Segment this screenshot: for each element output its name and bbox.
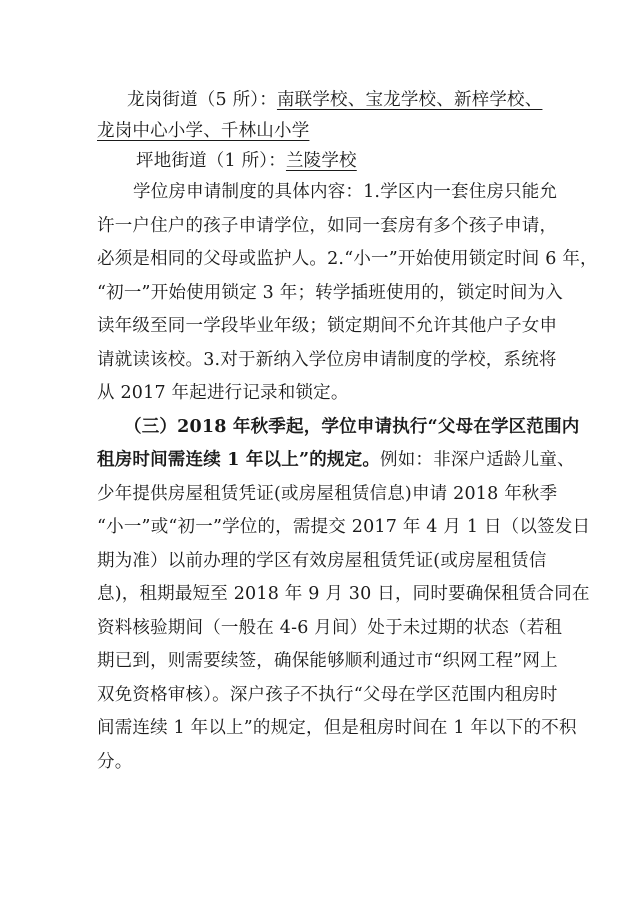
pingdi-schools-list: 兰陵学校 — [285, 151, 357, 171]
rental-line-7: 资料核验期间（一般在 4-6 月间）处于未过期的状态（若租 — [97, 618, 563, 638]
policy-line-2: 许一户住户的孩子申请学位，如同一套房有多个孩子申请， — [97, 216, 558, 236]
policy-line-6: 请就读该校。3.对于新纳入学位房申请制度的学校，系统将 — [97, 350, 557, 370]
longgang-schools-list-1: 南联学校、宝龙学校、新梓学校、 — [276, 90, 543, 110]
policy-line-7: 从 2017 年起进行记录和锁定。 — [97, 383, 349, 403]
pingdi-label: 坪地街道（1 所）： — [136, 151, 286, 171]
rental-line-6: 息)，租期最短至 2018 年 9 月 30 日，同时要确保租赁合同在 — [97, 584, 590, 604]
policy-line-4: “初一”开始使用锁定 3 年；转学插班使用的，锁定时间为入 — [97, 283, 563, 303]
rental-example-start: 例如：非深户适龄儿童、 — [380, 450, 575, 470]
policy-line-3: 必须是相同的父母或监护人。2.“小一”开始使用锁定时间 6 年， — [97, 249, 598, 269]
rental-line-11: 分。 — [97, 752, 133, 772]
rental-line-5: 期为准）以前办理的学区有效房屋租赁凭证(或房屋租赁信 — [97, 551, 547, 571]
longgang-label: 龙岗街道（5 所）： — [127, 90, 277, 110]
rental-line-4: “小一”或“初一”学位的，需提交 2017 年 4 月 1 日（以签发日 — [97, 517, 591, 537]
longgang-schools-line-2 — [97, 119, 309, 143]
policy-line-1: 学位房申请制度的具体内容：1.学区内一套住房只能允 — [133, 182, 558, 202]
pingdi-schools-line — [136, 149, 357, 173]
longgang-schools-list-2: 龙岗中心小学、千林山小学 — [97, 121, 310, 141]
rental-line-8: 期已到，则需要续签，确保能够顺利通过市“织网工程”网上 — [97, 651, 558, 671]
rental-line-10: 间需连续 1 年以上”的规定，但是租房时间在 1 年以下的不积 — [97, 718, 577, 738]
rental-line-9: 双免资格审核）。深户孩子不执行“父母在学区范围内租房时 — [97, 685, 558, 705]
rental-heading-line-2: 租房时间需连续 1 年以上”的规定。 — [97, 450, 381, 470]
rental-line-2 — [97, 448, 575, 472]
rental-heading-line-1: （三）2018 年秋季起，学位申请执行“父母在学区范围内 — [124, 417, 580, 437]
policy-line-5: 读年级至同一学段毕业年级；锁定期间不允许其他户子女申 — [97, 316, 558, 336]
rental-line-3: 少年提供房屋租赁凭证(或房屋租赁信息)申请 2018 年秋季 — [97, 484, 558, 504]
longgang-schools-line-1 — [127, 88, 542, 112]
